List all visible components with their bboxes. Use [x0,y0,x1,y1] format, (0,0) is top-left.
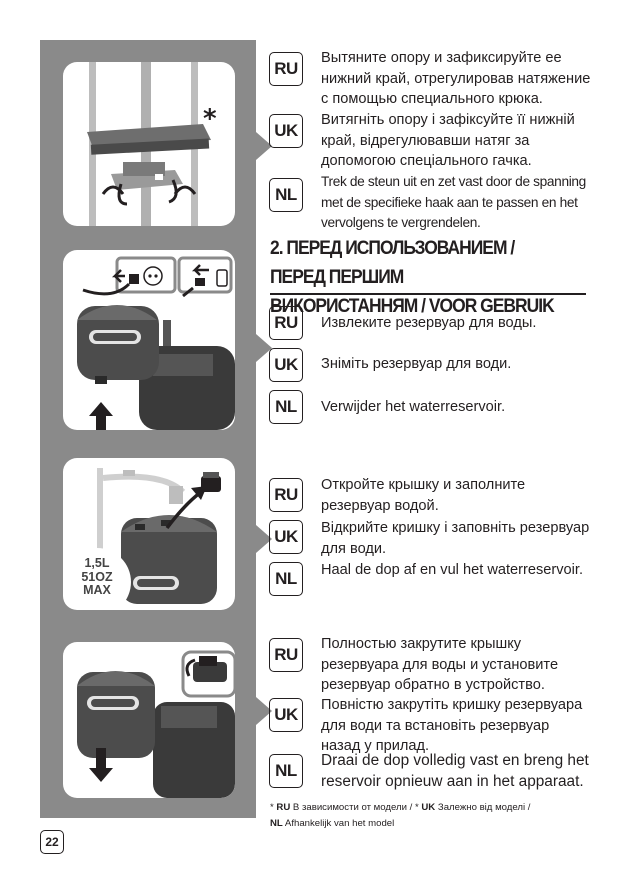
lang-badge-ru: RU [269,478,303,512]
capacity-liters: 1,5L [84,556,110,570]
step-text-ru: Откройте крышку и заполните резервуар водой. [321,477,526,514]
remove-reservoir-illustration [63,250,235,430]
step-text-uk: Витягніть опору і зафіксуйте її нижній край, відрегулювавши натяг за допомогою спеціального гачка. [321,112,575,169]
step-text-nl: Trek de steun uit en zet vast door de spanning met de specifieke haak aan te passen en het vervolgens te vergrendelen. [321,174,586,230]
capacity-ounces: 51OZ [81,569,113,584]
lang-badge-nl: NL [269,562,303,596]
asterisk-mark: * [203,104,217,134]
footnote-tag-uk: UK [421,802,436,813]
step-text-nl: Draai de dop volledig vast en breng het reservoir opnieuw aan in het apparaat. [321,752,589,790]
step-text-uk: Повністю закрутіть кришку резервуара для води та встановіть резервуар назад у прилад. [321,697,583,754]
step-text-uk: Відкрийте кришку і заповніть резервуар для води. [321,520,590,557]
footnote-tag-nl: NL [270,817,283,829]
footnote-text-ru: В зависимости от модели / * [290,802,422,813]
heading-rule [270,293,586,295]
capacity-label [67,557,127,598]
step-text-ru: Полностью закрутите крышку резервуара для воды и установите резервуар обратно в устройство. [321,636,559,693]
footnote-text-nl: Afhankelijk van het model [282,817,395,829]
capacity-max: MAX [83,583,111,597]
footnote-prefix: * [270,802,277,813]
lang-badge-uk: UK [269,520,303,554]
lang-badge-nl: NL [269,754,303,788]
lang-badge-ru: RU [269,638,303,672]
lang-badge-nl: NL [269,178,303,212]
lang-badge-nl: NL [269,390,303,424]
page-number: 22 [40,830,64,854]
step-text-nl: Verwijder het waterreservoir. [321,399,506,415]
lang-badge-ru: RU [269,306,303,340]
lang-badge-uk: UK [269,114,303,148]
step-text-ru: Вытяните опору и зафиксируйте ее нижний край, отрегулировав натяжение с помощью специального крюка. [321,50,591,107]
lang-badge-uk: UK [269,348,303,382]
lang-badge-uk: UK [269,698,303,732]
footnote-tag-ru: RU [276,802,291,813]
fill-reservoir-illustration [63,458,235,610]
section-heading: 2. ПЕРЕД ИСПОЛЬЗОВАНИЕМ / ПЕРЕД ПЕРШИМ ВИКОРИСТАННЯМ / VOOR GEBRUIK [270,237,554,317]
step-text-nl: Haal de dop af en vul het waterreservoir. [321,562,584,578]
model-footnote [270,800,590,831]
pole-hook-illustration [63,62,235,226]
step-text-uk: Зніміть резервуар для води. [321,356,512,372]
step-text-ru: Извлеките резервуар для воды. [321,315,537,331]
footnote-text-uk: Залежно від моделі / [435,802,531,813]
reinsert-reservoir-illustration [63,642,235,798]
lang-badge-ru: RU [269,52,303,86]
